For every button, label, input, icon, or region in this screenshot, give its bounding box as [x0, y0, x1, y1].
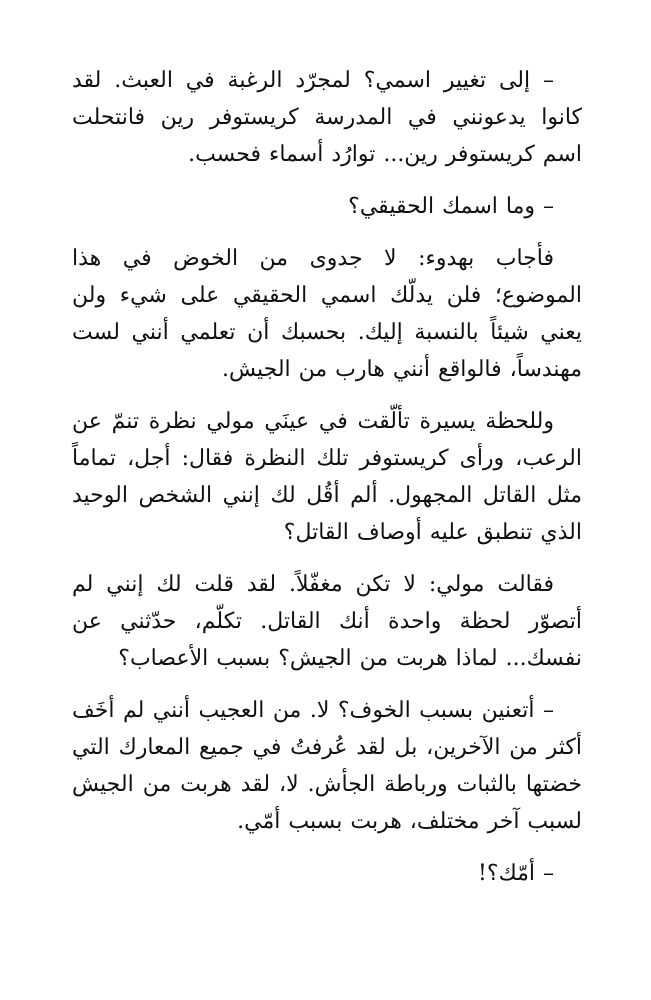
paragraph-5: فقالت مولي: لا تكن مغفّلاً. لقد قلت لك إنني لم أتصوّر لحظة واحدة أنك القاتل. تكلّم، حدّثني عن نفسك... لماذا هربت من الجيش؟ بسبب الأعصاب؟ — [72, 572, 582, 671]
paragraph-4: وللحظة يسيرة تألّقت في عينَي مولي نظرة تنمّ عن الرعب، ورأى كريستوفر تلك النظرة فقال: أجل، تماماً مثل القاتل المجهول. ألم أقُل لك إنني الشخص الوحيد الذي تنطبق عليه أوصاف القاتل؟ — [72, 409, 582, 545]
paragraph-7: – أمّك؟! — [478, 861, 554, 886]
paragraph-1: – إلى تغيير اسمي؟ لمجرّد الرغبة في العبث. لقد كانوا يدعونني في المدرسة كريستوفر رين فانتحلت اسم كريستوفر رين... توارُد أسماء فحسب. — [72, 68, 582, 167]
paragraph-6: – أتعنين بسبب الخوف؟ لا. من العجيب أنني لم أخَف أكثر من الآخرين، بل لقد عُرفتُ في جميع المعارك التي خضتها بالثبات ورباطة الجأش. لا، لقد هربت من الجيش لسبب آخر مختلف، هربت بسبب أمّي. — [72, 698, 582, 834]
paragraph-3: فأجاب بهدوء: لا جدوى من الخوض في هذا الموضوع؛ فلن يدلّك اسمي الحقيقي على شيء ولن يعني شيئاً بالنسبة إليك. بحسبك أن تعلمي أنني لست مهندساً، فالواقع أنني هارب من الجيش. — [72, 246, 582, 382]
paragraph-2: – وما اسمك الحقيقي؟ — [348, 194, 554, 219]
book-page — [72, 62, 582, 907]
